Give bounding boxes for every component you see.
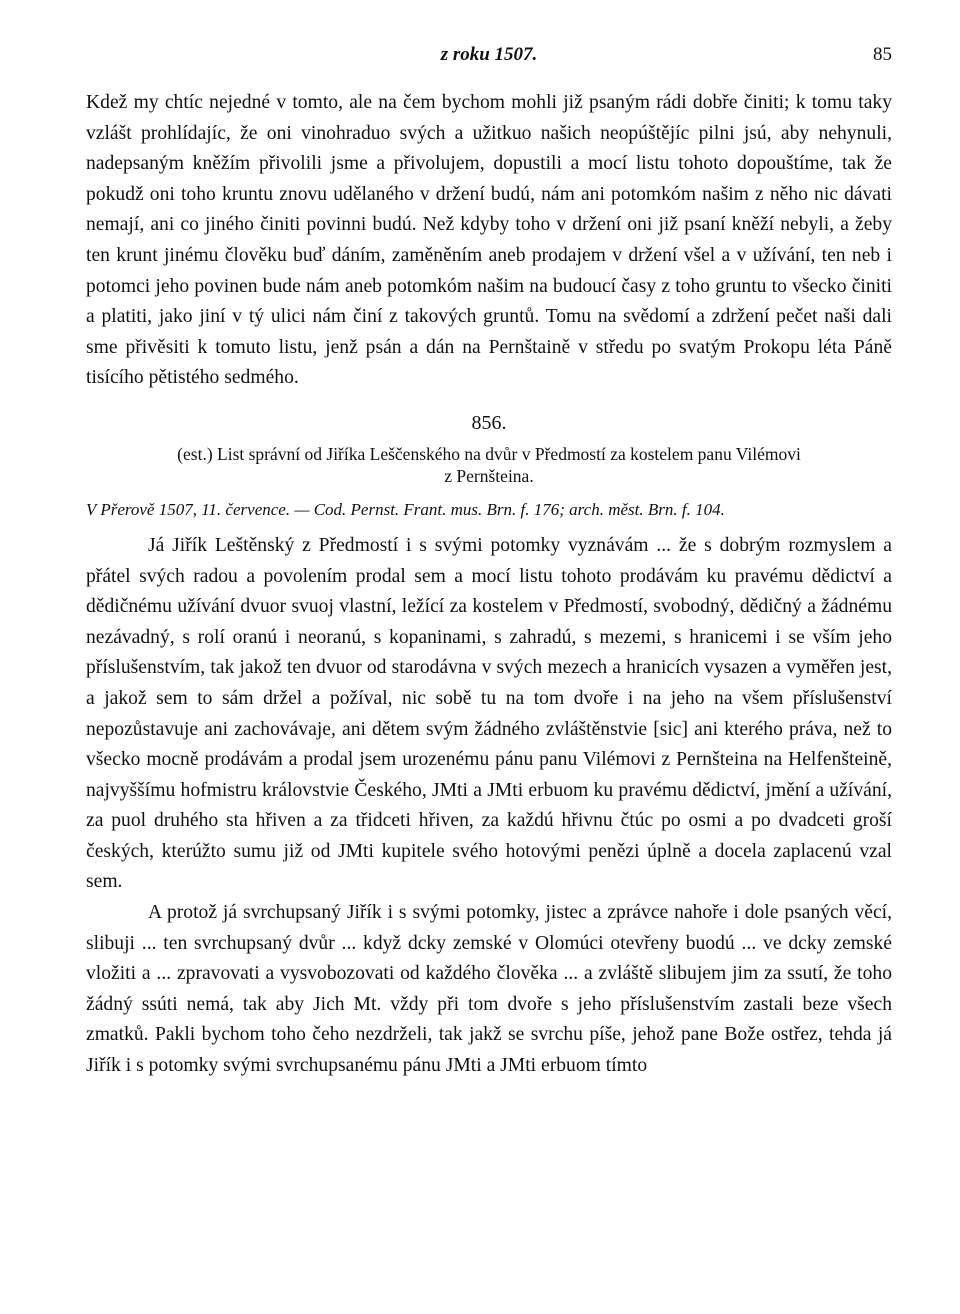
body-paragraph-1: Já Jiřík Leštěnský z Předmostí i s svými potomky vyznávám ... že s dobrým rozmyslem a přátel svých radou a povolením prodal sem a mocí listu tohoto prodávám ku pravému dědictví a dědičnému užívání dvuor svuoj vlastní, ležící za kostelem v Předmostí, svobodný, dědičný a žádnému nezávadný, s rolí oranú i neoranú, s kopaninami, s zahradú, s mezemi, s hranicemi i se vším jeho příslušenstvím, tak jakož ten dvuor od starodávna v svých mezech a hranicích vysazen a vyměřen jest, a jakož sem to sám držel a požíval, nic sobě tu na tom dvoře i na jeho na všem příslušenství nepozůstavuje ani zachovávaje, ani dětem svým žádného zvláštěnstvie [sic] ani kterého práva, než to všecko mocně prodávám a prodal jsem urozenému pánu panu Vilémovi z Pernšteina na Helfenšteině, najvyššímu hofmistru královstvie Českého, JMti a JMti erbuom ku pravému dědictví, jmění a užívání, za puol druhého sta hřiven a za třidceti hřiven, za každú hřivnu čtúc po osmi a po dvadceti groší českých, kterúžto sumu již od JMti kupitele svého hotovými penězi úplně a docela zaplacenú vzal sem. xyxy=(86,534,892,893)
source-citation: V Přerově 1507, 11. července. — Cod. Pernst. Frant. mus. Brn. f. 176; arch. měst. Brn. f. 104. xyxy=(86,499,725,519)
intro-paragraph: Kdež my chtíc nejedné v tomto, ale na čem bychom mohli již psaným rádi dobře činiti; k tomu taky vzlášt prohlídajíc, že oni vinohraduo svých a užitkuo našich neopúštějíc pilni jsú, aby nehynuli, nadepsaným kněžím přivolili jsme a přivolujem, dopustili a mocí listu tohoto dopouštíme, tak že pokudž oni toho kruntu znovu udělaného v držení budú, nám ani potomkóm našim z něho nic dávati nemají, ani co jiného činiti povinni budú. Než kdyby toho v držení oni již psaní kněží nebyli, a žeby ten krunt jinému člověku buď dáním, zaměněním aneb prodajem v držení všel a v užívání, ten neb i potomci jeho povinen bude nám aneb potomkóm našim na budoucí časy z toho gruntu to všecko činiti a platiti, jako jiní v tý ulici nám činí z takových gruntů. Tomu na svědomí a zdržení pečet naši dali sme přivěsiti k tomuto listu, jenž psán a dán na Pernštaině v středu po svatým Prokopu léta Páně tisícího pětistého sedmého. xyxy=(86,92,892,389)
page-number: 85 xyxy=(873,44,892,65)
book-page xyxy=(86,44,892,1082)
running-title: z roku 1507. xyxy=(440,44,538,65)
running-header xyxy=(86,44,892,74)
document-title-continuation: z Pernšteina. xyxy=(444,465,534,486)
document-title: (est.) List správní od Jiříka Leščenského na dvůr v Předmostí za kostelem panu Vilémovi xyxy=(177,443,801,464)
document-number: 856. xyxy=(471,411,507,434)
body-paragraph-2: A protož já svrchupsaný Jiřík i s svými potomky, jistec a zprávce nahoře i dole psaných věcí, slibuji ... ten svrchupsaný dvůr ... když dcky zemské v Olomúci otevřeny buodú ... ve dcky zemské vložiti a ... zpravovati a vysvobozovati od každého člověka ... a zvláště slibujem jim za ssutí, že toho žádný ssúti nemá, tak aby Jich Mt. vždy při tom dvoře s jeho příslušenstvím zastali beze všech zmatků. Pakli bychom toho čeho nezdrželi, tak jakž se svrchu píše, jehož pane Bože ostřez, tehda já Jiřík i s potomky svými svrchupsanému pánu JMti a JMti erbuom tímto xyxy=(86,902,892,1077)
